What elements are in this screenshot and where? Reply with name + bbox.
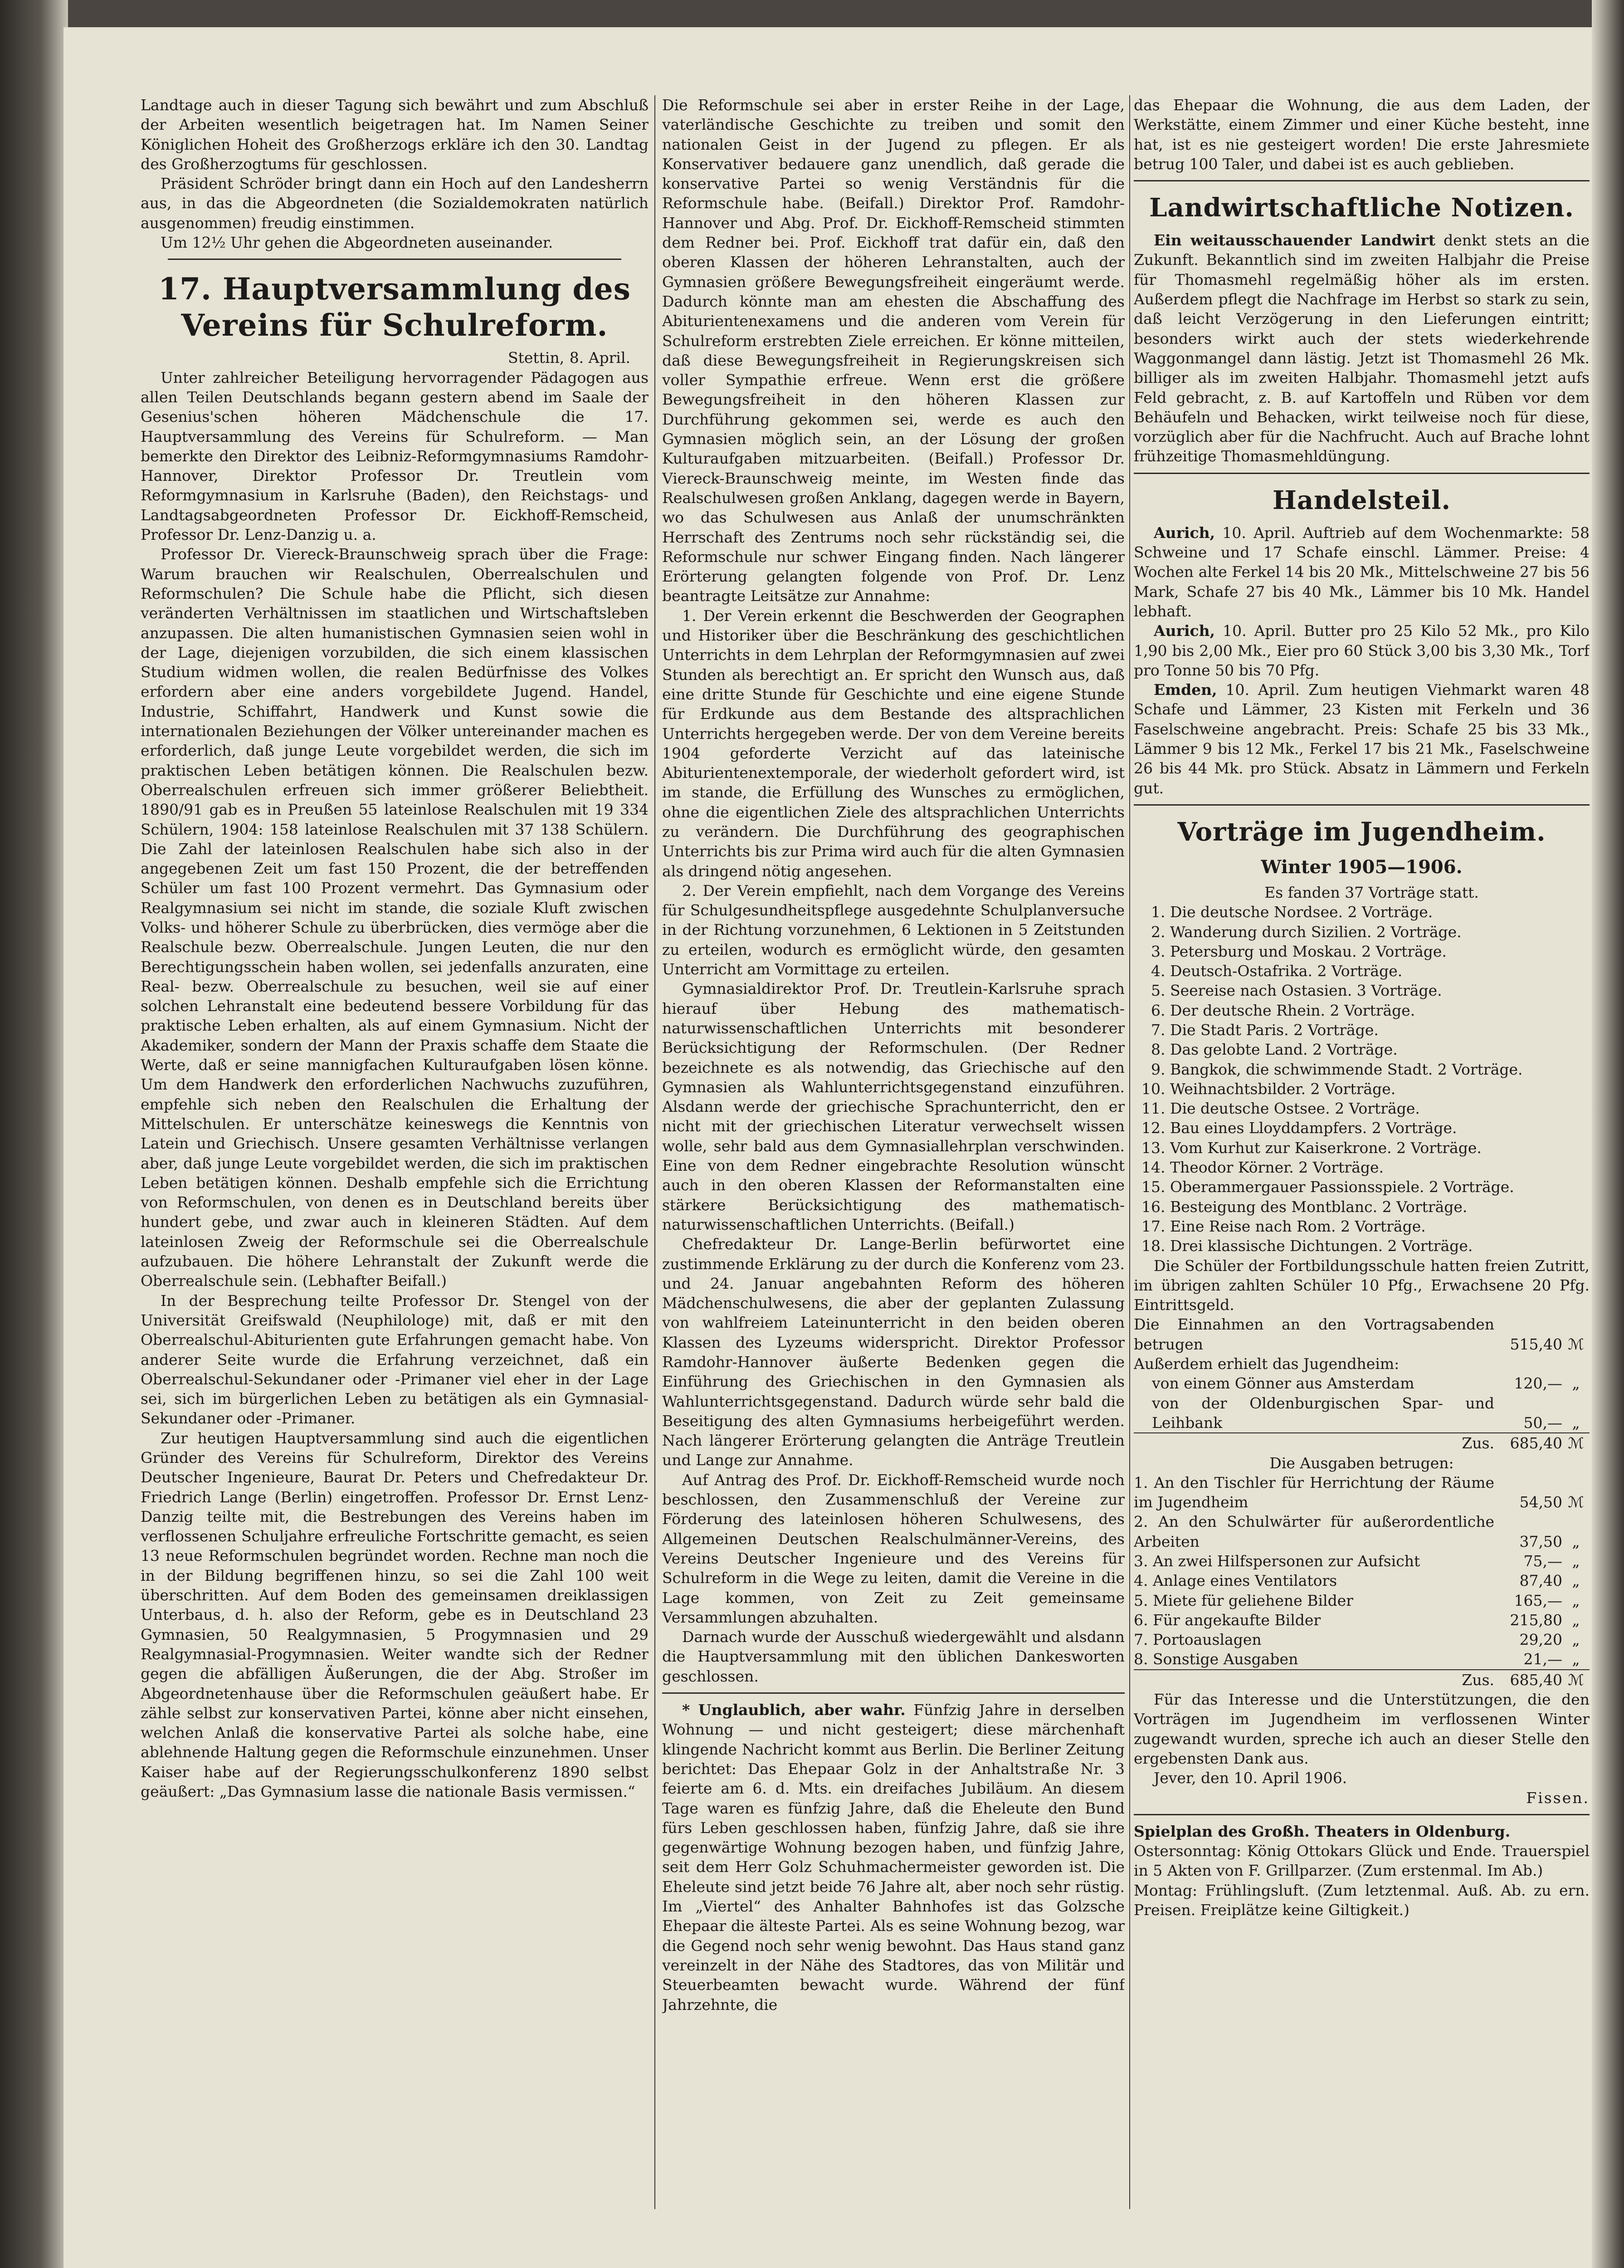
row-value: 120,— bbox=[1514, 1374, 1562, 1393]
column-rule bbox=[654, 95, 655, 2209]
list-item: 6. Der deutsche Rhein. 2 Vorträge. bbox=[1170, 1001, 1590, 1020]
row-label: Außerdem erhielt das Jugendheim: bbox=[1134, 1355, 1400, 1373]
table-row bbox=[1134, 1512, 1590, 1551]
row-unit: „ bbox=[1572, 1591, 1580, 1609]
row-value: 685,40 bbox=[1494, 1433, 1562, 1453]
list-item: 9. Bangkok, die schwimmende Stadt. 2 Vorträge. bbox=[1170, 1060, 1590, 1079]
row-value: 215,80 bbox=[1510, 1611, 1562, 1629]
ausgaben-table bbox=[1134, 1473, 1590, 1690]
article-paragraph: Professor Dr. Viereck-Braunschweig sprach über die Frage: Warum brauchen wir Realschulen, Oberrealschulen und Reformschulen? Die Schule habe die Pflicht, sich diesen veränderten Verhältnissen im staatlichen und Wirtschaftsleben anzupassen. Die alten humanistischen Gymnasien seien wohl in der Lage, diejenigen vorzubilden, die sich einem klassischen Studium widmen wollen, die realen Bedürfnisse des Volkes erfordern aber eine anders vorgebildete Jugend. Handel, Industrie, Schiffahrt, Handwerk und Kunst sowie die internationalen Beziehungen der Völker untereinander machen es erforderlich, daß junge Leute vorgebildet werden, die sich im praktischen Leben betätigen können. Die Realschulen bezw. Oberrealschulen erfreuen sich immer größerer Beliebtheit. 1890/91 gab es in Preußen 55 lateinlose Realschulen mit 19 334 Schülern, 1904: 158 lateinlose Realschulen mit 37 138 Schülern. Die Zahl der lateinlosen Realschulen habe sich also in der angegebenen Zeit um fast 150 Prozent, die der betreffenden Schüler um fast 100 Prozent vermehrt. Das Gymnasium oder Realgymnasium sei nicht im stande, die soziale Kluft zwischen Volks- und höherer Schule zu überbrücken, dies vermöge aber die Realschule bezw. Oberrealschule. Jungen Leuten, die nur den Berechtigungsschein haben wollen, sei jedenfalls anzuraten, eine Real- bezw. Oberrealschule zu besuchen, weil sie auf einer solchen Lehranstalt eine bedeutend bessere Vorbildung für das praktische Leben erhalten, als auf einem Gymnasium. Nicht der Akademiker, sondern der Mann der Praxis schaffe dem Staate die Werte, daß er seine mannigfachen Kulturaufgaben lösen könne. Um dem Handwerk den erforderlichen Nachwuchs zuzuführen, empfehle sich neben den Realschulen die Erhaltung der Mittelschulen. Er unterschätze keineswegs die Kenntnis von Latein und Griechisch. Unsere gesamten Verhältnisse verlangen aber, daß junge Leute vorgebildet werden, die sich im praktischen Leben betätigen können. Deshalb empfehle sich die Errichtung von Reformschulen, von denen es in Deutschland bereits über hundert gebe, und zwar auch in kleineren Städten. Auf dem lateinlosen Zweig der Reformschule sei die Oberrealschule aufzubauen. Die höhere Lehranstalt der Zukunft werde die Oberrealschule sein. (Lebhafter Beifall.) bbox=[141, 545, 649, 1290]
row-label: 7. Portoauslagen bbox=[1134, 1631, 1262, 1649]
section-headline-notizen: Landwirtschaftliche Notizen. bbox=[1149, 193, 1574, 223]
section-divider bbox=[168, 259, 621, 260]
row-unit: ℳ bbox=[1562, 1433, 1590, 1453]
list-item: 10. Weihnachtsbilder. 2 Vorträge. bbox=[1170, 1079, 1590, 1099]
row-label: 2. An den Schulwärter für außerordentliche Arbeiten bbox=[1134, 1513, 1494, 1550]
row-unit: ℳ bbox=[1568, 1493, 1584, 1511]
list-item: 14. Theodor Körner. 2 Vorträge. bbox=[1170, 1158, 1590, 1177]
row-label: 3. An zwei Hilfspersonen zur Aufsicht bbox=[1134, 1552, 1420, 1570]
market-text: 10. April. Butter pro 25 Kilo 52 Mk., pro Kilo 1,90 bis 2,00 Mk., Eier pro 60 Stück 3,00 bis 3,30 Mk., Torf pro Tonne 50 bis 70 Pfg. bbox=[1134, 622, 1590, 679]
section-subheadline: Winter 1905—1906. bbox=[1261, 856, 1463, 878]
list-item: 13. Vom Kurhut zur Kaiserkrone. 2 Vorträge. bbox=[1170, 1138, 1590, 1158]
table-row bbox=[1134, 1630, 1590, 1649]
row-unit: ℳ bbox=[1562, 1670, 1590, 1690]
market-text: 10. April. Auftrieb auf dem Wochenmarkte: 58 Schweine und 17 Schafe einschl. Lämmer. Preise: 4 Wochen alte Ferkel 14 bis 20 Mk., Mittelschweine 27 bis 56 Mark, Schafe 27 bis 40 Mk., Lämmer bis 10 Mk. Handel lebhaft. bbox=[1134, 523, 1590, 620]
market-report bbox=[1134, 680, 1590, 798]
table-row bbox=[1134, 1374, 1590, 1393]
table-row bbox=[1134, 1571, 1590, 1590]
table-row bbox=[1134, 1315, 1590, 1354]
dateline bbox=[141, 348, 630, 367]
table-row bbox=[1134, 1393, 1590, 1433]
row-label: 5. Miete für geliehene Bilder bbox=[1134, 1591, 1353, 1609]
section-headline-vortraege: Vorträge im Jugendheim. bbox=[1177, 816, 1546, 847]
row-value: 54,50 bbox=[1519, 1493, 1562, 1511]
row-value: 21,— bbox=[1523, 1650, 1562, 1668]
column-right bbox=[1134, 95, 1590, 2186]
table-row-total bbox=[1134, 1670, 1590, 1690]
notiz-lead: Ein weitausschauender Landwirt bbox=[1154, 231, 1435, 249]
article-paragraph: In der Besprechung teilte Professor Dr. Stengel von der Universität Greifswald (Neuphilologe) mit, daß er mit den Oberrealschul-Abiturienten gute Erfahrungen gemacht habe. Von anderer Seite wurde die Erfahrung verzeichnet, daß ein Oberrealschul-Sekundaner oder -Primaner viel eher in der Lage sei, sich im bürgerlichen Leben zu betätigen als ein Gymnasial-Sekundaner oder -Primaner. bbox=[141, 1291, 649, 1427]
article-paragraph: 2. Der Verein empfiehlt, nach dem Vorgange des Vereins für Schulgesundheitspflege ausgedehnte Schulplanversuche in der Richtung vorzunehmen, 6 Lektionen in 5 Zeitstunden zu erteilen, wodurch es ermöglicht würde, den gesamten Unterricht am Vormittage zu erteilen. bbox=[662, 881, 1125, 978]
row-unit: „ bbox=[1572, 1650, 1580, 1668]
article-paragraph: Zur heutigen Hauptversammlung sind auch die eigentlichen Gründer des Vereins für Schulreform, Direktor des Vereins Deutscher Ingenieure, Baurat Dr. Peters und Chefredakteur Dr. Friedrich Lange (Berlin) eingetroffen. Professor Dr. Ernst Lenz-Danzig teilte mit, die Bestrebungen des Vereins haben im verflossenen Schuljahre erfreuliche Fortschritte gemacht, es seien 13 neue Reformschulen begründet worden. Rechne man noch die in der Bildung begriffenen hinzu, so sei die Zahl 100 weit überschritten. Auf dem Boden des gemeinsamen dreiklassigen Unterbaus, d. h. also der Reform, gebe es in Deutschland 23 Gymnasien, 50 Realgymnasien, 5 Progymnasien und 29 Realgymnasial-Progymnasien. Weiter wandte sich der Redner gegen die abfälligen Äußerungen, die der Abg. Stroßer im Abgeordnetenhause über die Reformschulen geäußert habe. Er zähle selbst zur konservativen Partei, könne aber nicht einsehen, welchen Anlaß die konservative Partei als solche habe, eine ablehnende Haltung gegen die Reformschule einzunehmen. Unser Kaiser habe auf der Regierungsschulkonferenz 1890 selbst geäußert: „Das Gymnasium lasse die nationale Basis vermissen.“ bbox=[141, 1429, 649, 1801]
news-item-title: * Unglaublich, aber wahr. bbox=[682, 1701, 906, 1719]
table-row bbox=[1134, 1551, 1590, 1571]
list-item: 12. Bau eines Lloyddampfers. 2 Vorträge. bbox=[1170, 1118, 1590, 1138]
row-value: 75,— bbox=[1523, 1552, 1562, 1570]
market-place: Emden, bbox=[1154, 681, 1217, 699]
row-unit: „ bbox=[1572, 1611, 1580, 1629]
row-unit: „ bbox=[1572, 1532, 1580, 1550]
row-unit: „ bbox=[1572, 1552, 1580, 1570]
market-place: Aurich, bbox=[1154, 523, 1215, 542]
row-unit: „ bbox=[1572, 1572, 1580, 1590]
article-paragraph: Präsident Schröder bringt dann ein Hoch auf den Landesherrn aus, in das die Abgeordneten (die Sozialdemokraten natürlich ausgenommen) freudig einstimmen. bbox=[141, 175, 649, 232]
market-place: Aurich, bbox=[1154, 622, 1215, 640]
table-row-total bbox=[1134, 1433, 1590, 1453]
article-paragraph: Chefredakteur Dr. Lange-Berlin befürwortet eine zustimmende Erklärung zu der durch die Konferenz vom 23. und 24. Januar angebahnten Reform des höheren Mädchenschulwesens, die aber der geplanten Zulassung von wahlfreiem Lateinunterricht in den beiden oberen Klassen des Lyzeums widerspricht. Direktor Professor Ramdohr-Hannover äußerte Bedenken gegen die Einführung des Griechischen in den Gymnasien als Wahlunterrichtsgegenstand. Dadurch würde sehr bald die Beseitigung des alten Gymnasiums herbeigeführt werden. Nach längerer Erörterung gelangten die Anträge Treutlein und Lange zur Annahme. bbox=[662, 1235, 1125, 1469]
vortraege-list bbox=[1134, 902, 1590, 1256]
spielplan-entry: Ostersonntag: König Ottokars Glück und Ende. Trauerspiel in 5 Akten von F. Grillparzer. (Zum erstenmal. Im Ab.) bbox=[1134, 1842, 1590, 1880]
ausgaben-intro: Die Ausgaben betrugen: bbox=[1269, 1454, 1454, 1472]
table-row bbox=[1134, 1473, 1590, 1512]
list-item: 1. Die deutsche Nordsee. 2 Vorträge. bbox=[1170, 902, 1590, 922]
row-label: 1. An den Tischler für Herrichtung der Räume im Jugendheim bbox=[1134, 1473, 1494, 1511]
article-paragraph: Darnach wurde der Ausschuß wiedergewählt und alsdann die Hauptversammlung mit den üblichen Dankesworten geschlossen. bbox=[662, 1628, 1125, 1685]
list-item: 16. Besteigung des Montblanc. 2 Vorträge. bbox=[1170, 1197, 1590, 1217]
news-item-text: Fünfzig Jahre in derselben Wohnung — und nicht gesteigert; diese märchenhaft klingende Nachricht kommt aus Berlin. Die Berliner Zeitung berichtet: Das Ehepaar Golz in der Anhaltstraße Nr. 3 feierte am 6. d. Mts. ein dreifaches Jubiläum. An diesem Tage waren es fünfzig Jahre, daß die Eheleute den Bund fürs Leben geschlossen haben, fünfzig Jahre, daß sie ihre gegenwärtige Wohnung bezogen haben, und fünfzig Jahre, seit dem Herr Golz Schuhmachermeister geworden ist. Die Eheleute sind jetzt beide 76 Jahre alt, aber noch sehr rüstig. Im „Viertel“ des Anhalter Bahnhofes ist das Golzsche Ehepaar die älteste Partei. Als es seine Wohnung bezog, war die Gegend noch sehr wenig bewohnt. Das Haus stand ganz vereinzelt in der Nähe des Stadtores, das von Militär und Steuerbeamten bewacht wurde. Während der fünf Jahrzehnte, die bbox=[662, 1701, 1125, 2014]
section-divider bbox=[662, 1692, 1125, 1694]
row-unit: „ bbox=[1572, 1631, 1580, 1649]
news-item bbox=[662, 1700, 1125, 2014]
list-item: 4. Deutsch-Ostafrika. 2 Vorträge. bbox=[1170, 961, 1590, 981]
article-paragraph: Auf Antrag des Prof. Dr. Eickhoff-Remscheid wurde noch beschlossen, den Zusammenschluß der Vereine zur Förderung des lateinlosen höheren Schulwesens, des Allgemeinen Deutschen Realschulmänner-Vereins, des Vereins Deutscher Ingenieure und des Vereins für Schulreform in die Wege zu leiten, damit die Vereine in die Lage kommen, von Zeit zu Zeit gemeinsame Versammlungen abzuhalten. bbox=[662, 1471, 1125, 1626]
row-label: Zus. bbox=[1134, 1433, 1494, 1453]
row-value: 50,— bbox=[1523, 1413, 1562, 1432]
article-paragraph: Um 12½ Uhr gehen die Abgeordneten auseinander. bbox=[161, 234, 553, 252]
column-middle bbox=[662, 95, 1125, 2186]
article-paragraph: Die Reformschule sei aber in erster Reihe in der Lage, vaterländische Geschichte zu treiben und somit den nationalen Geist in der Jugend zu pflegen. Er als Konservativer bedauere ganz unendlich, daß gerade die konservative Partei so wenig Verständnis für die Reformschule habe. (Beifall.) Direktor Prof. Ramdohr-Hannover und Abg. Prof. Dr. Eickhoff-Remscheid stimmten dem Redner bei. Prof. Eickhoff trat dafür ein, daß den oberen Klassen der höheren Lehranstalten, auch der Gymnasien größere Bewegungsfreiheit eingeräumt werde. Dadurch könnte man am ehesten die Abschaffung des Abiturientenexamens und die anderen vom Verein für Schulreform erstrebten Ziele erreichen. Er könne mitteilen, daß diese Bewegungsfreiheit in Regierungskreisen sich voller Sympathie erfreue. Wenn erst die größere Bewegungsfreiheit in den höheren Klassen zur Durchführung gekommen sei, werde es auch den Gymnasien möglich sein, an der Lösung der großen Kulturaufgaben mitzuarbeiten. (Beifall.) Professor Dr. Viereck-Braunschweig meinte, im Westen finde das Realschulwesen großen Anklang, dagegen werde in Bayern, wo das Schulwesen aus Anlaß der unumschränkten Herrschaft des Zentrums noch sehr rückständig sei, die Reformschule nur schwer Eingang finden. Nach längerer Erörterung gelangten folgende von Prof. Dr. Lenz beantragte Leitsätze zur Annahme: bbox=[662, 96, 1125, 605]
row-value: 37,50 bbox=[1519, 1532, 1562, 1550]
list-item: 8. Das gelobte Land. 2 Vorträge. bbox=[1170, 1040, 1590, 1059]
list-item: 18. Drei klassische Dichtungen. 2 Vorträge. bbox=[1170, 1236, 1590, 1256]
row-unit: ℳ bbox=[1568, 1335, 1584, 1353]
market-report bbox=[1134, 523, 1590, 621]
dateline-date: 8. April. bbox=[569, 349, 630, 367]
column-left bbox=[141, 95, 649, 2186]
row-label: Die Einnahmen an den Vortragsabenden betrugen bbox=[1134, 1315, 1494, 1353]
zutritt-paragraph: Die Schüler der Fortbildungsschule hatten freien Zutritt, im übrigen zahlten Schüler 10 Pfg., Erwachsene 20 Pfg. Eintrittsgeld. bbox=[1134, 1256, 1590, 1314]
section-divider bbox=[1134, 804, 1590, 806]
list-item: 7. Die Stadt Paris. 2 Vorträge. bbox=[1170, 1020, 1590, 1040]
signoff-name: Fissen. bbox=[1526, 1789, 1590, 1807]
column-rule bbox=[1129, 95, 1130, 2209]
article-headline: 17. Hauptversammlung des Vereins für Schulreform. bbox=[158, 271, 631, 343]
article-paragraph: 1. Der Verein erkennt die Beschwerden der Geographen und Historiker über die Beschränkung des geschichtlichen Unterrichts in dem Lehrplan der Reformgymnasien auf zwei Stunden als berechtigt an. Er spricht den Wunsch aus, daß eine dritte Stunde für Geschichte und eine eigene Stunde für Erdkunde aus dem Bestande des altsprachlichen Unterrichts hergegeben werde. Der von dem Vereine bereits 1904 geforderte Verzicht auf das lateinische Abiturientenextemporale, der wiederholt gefordert wird, ist im stande, die Erfüllung des Wunsches zu ermöglichen, ohne die eigentlichen Ziele des altsprachlichen Unterrichts zu verändern. Die Durchführung des geographischen Unterrichts bis zur Prima wird auch für die alten Gymnasien als dringend nötig angesehen. bbox=[662, 606, 1125, 880]
spielplan-entry: Montag: Frühlingsluft. (Zum letztenmal. Auß. Ab. zu ern. Preisen. Freiplätze keine Giltigkeit.) bbox=[1134, 1881, 1590, 1919]
notiz-text: denkt stets an die Zukunft. Bekanntlich sind im zweiten Halbjahr die Preise für Thomasmehl regelmäßig höher als im ersten. Außerdem pflegt die Nachfrage im Herbst so stark zu sein, daß leicht Verzögerung in den Lieferungen eintritt; besonders wirkt auch der stets wiederkehrende Waggonmangel dann lästig. Jetzt ist Thomasmehl 26 Mk. billiger als im zweiten Halbjahr. Thomasmehl jetzt aufs Feld gebracht, z. B. auf Kartoffeln und Rüben vor dem Behäufeln und Behacken, wirkt teilweise noch für diese, vorzüglich aber für die Nachfrucht. Auch auf Brache lohnt frühzeitige Thomasmehldüngung. bbox=[1134, 231, 1590, 465]
dateline-place: Stettin, bbox=[507, 349, 565, 367]
row-unit: „ bbox=[1572, 1413, 1580, 1432]
table-row bbox=[1134, 1610, 1590, 1630]
row-value: 515,40 bbox=[1510, 1335, 1562, 1353]
row-label: von der Oldenburgischen Spar- und Leihbank bbox=[1152, 1394, 1494, 1432]
book-binding bbox=[0, 0, 68, 2268]
row-value: 165,— bbox=[1514, 1591, 1562, 1609]
market-report bbox=[1134, 621, 1590, 680]
row-value: 685,40 bbox=[1494, 1670, 1562, 1690]
list-item: 15. Oberammergauer Passionsspiele. 2 Vorträge. bbox=[1170, 1177, 1590, 1197]
table-row bbox=[1134, 1649, 1590, 1669]
page-edge-shadow bbox=[1592, 0, 1624, 2268]
row-label: 8. Sonstige Ausgaben bbox=[1134, 1650, 1298, 1668]
row-label: 4. Anlage eines Ventilators bbox=[1134, 1572, 1337, 1590]
section-divider bbox=[1134, 473, 1590, 474]
list-item: 2. Wanderung durch Sizilien. 2 Vorträge. bbox=[1170, 922, 1590, 942]
table-row bbox=[1134, 1354, 1590, 1374]
einnahmen-table bbox=[1134, 1315, 1590, 1453]
article-paragraph: das Ehepaar die Wohnung, die aus dem Laden, der Werkstätte, einem Zimmer und einer Küche besteht, inne hat, ist es nie gesteigert worden! Die erste Jahresmiete betrug 100 Taler, und dabei ist es auch geblieben. bbox=[1134, 96, 1590, 173]
signoff-place: Jever, den 10. April 1906. bbox=[1154, 1769, 1347, 1787]
article-paragraph: Landtage auch in dieser Tagung sich bewährt und zum Abschluß der Arbeiten wesentlich beigetragen hat. Im Namen Seiner Königlichen Hoheit des Großherzogs erkläre ich den 30. Landtag des Großherzogtums für geschlossen. bbox=[141, 96, 649, 173]
section-divider bbox=[1134, 1814, 1590, 1815]
table-row bbox=[1134, 1591, 1590, 1610]
row-value: 87,40 bbox=[1519, 1572, 1562, 1590]
list-item: 11. Die deutsche Ostsee. 2 Vorträge. bbox=[1170, 1099, 1590, 1118]
row-label: 6. Für angekaufte Bilder bbox=[1134, 1611, 1321, 1629]
row-label: Zus. bbox=[1134, 1670, 1494, 1690]
section-headline-handel: Handelsteil. bbox=[1272, 485, 1451, 515]
vortraege-intro: Es fanden 37 Vorträge statt. bbox=[1264, 883, 1479, 901]
article-paragraph: Unter zahlreicher Beteiligung hervorragender Pädagogen aus allen Teilen Deutschlands begann gestern abend im Saale der Gesenius'schen höheren Mädchenschule die 17. Hauptversammlung des Vereins für Schulreform. — Man bemerkte den Direktor des Leibniz-Reformgymnasiums Ramdohr-Hannover, Direktor Professor Dr. Treutlein vom Reformgymnasium in Karlsruhe (Baden), den Reichstags- und Landtagsabgeordneten Professor Dr. Eickhoff-Remscheid, Professor Dr. Lenz-Danzig u. a. bbox=[141, 368, 649, 544]
section-divider bbox=[1134, 180, 1590, 181]
row-value: 29,20 bbox=[1519, 1631, 1562, 1649]
list-item: 3. Petersburg und Moskau. 2 Vorträge. bbox=[1170, 942, 1590, 961]
article-paragraph: Gymnasialdirektor Prof. Dr. Treutlein-Karlsruhe sprach hierauf über Hebung des mathematisch-naturwissenschaftlichen Unterrichts mit besonderer Berücksichtigung der Reformschulen. (Der Redner bezeichnete es als notwendig, das Griechische auf den Gymnasien als Wahlunterrichtsgegenstand einzuführen. Alsdann werde der griechische Sprachunterricht, den er nicht mit der griechischen Literatur verwechselt wissen wolle, sehr bald aus dem Gymnasiallehrplan verschwinden. Eine von dem Redner eingebrachte Resolution wünscht auch in den oberen Klassen der Reformanstalten eine stärkere Berücksichtigung des mathematisch-naturwissenschaftlichen Unterrichts. (Beifall.) bbox=[662, 980, 1125, 1233]
market-text: 10. April. Zum heutigen Viehmarkt waren 48 Schafe und Lämmer, 23 Kisten mit Ferkeln und 36 Faselschweine angebracht. Preis: Schafe 25 bis 33 Mk., Lämmer 9 bis 12 Mk., Ferkel 17 bis 21 Mk., Faselschweine 26 bis 44 Mk. pro Stück. Absatz in Lämmern und Ferkeln gut. bbox=[1134, 681, 1590, 797]
list-item: 5. Seereise nach Ostasien. 3 Vorträge. bbox=[1170, 981, 1590, 1000]
row-unit: „ bbox=[1572, 1374, 1580, 1393]
list-item: 17. Eine Reise nach Rom. 2 Vorträge. bbox=[1170, 1217, 1590, 1236]
dank-paragraph: Für das Interesse und die Unterstützungen, die den Vorträgen im Jugendheim im verflossenen Winter zugewandt wurden, spreche ich auch an dieser Stelle den ergebensten Dank aus. bbox=[1134, 1691, 1590, 1767]
row-label: von einem Gönner aus Amsterdam bbox=[1152, 1374, 1414, 1393]
notiz-paragraph bbox=[1134, 230, 1590, 466]
spielplan-headline: Spielplan des Großh. Theaters in Oldenburg. bbox=[1134, 1822, 1511, 1840]
